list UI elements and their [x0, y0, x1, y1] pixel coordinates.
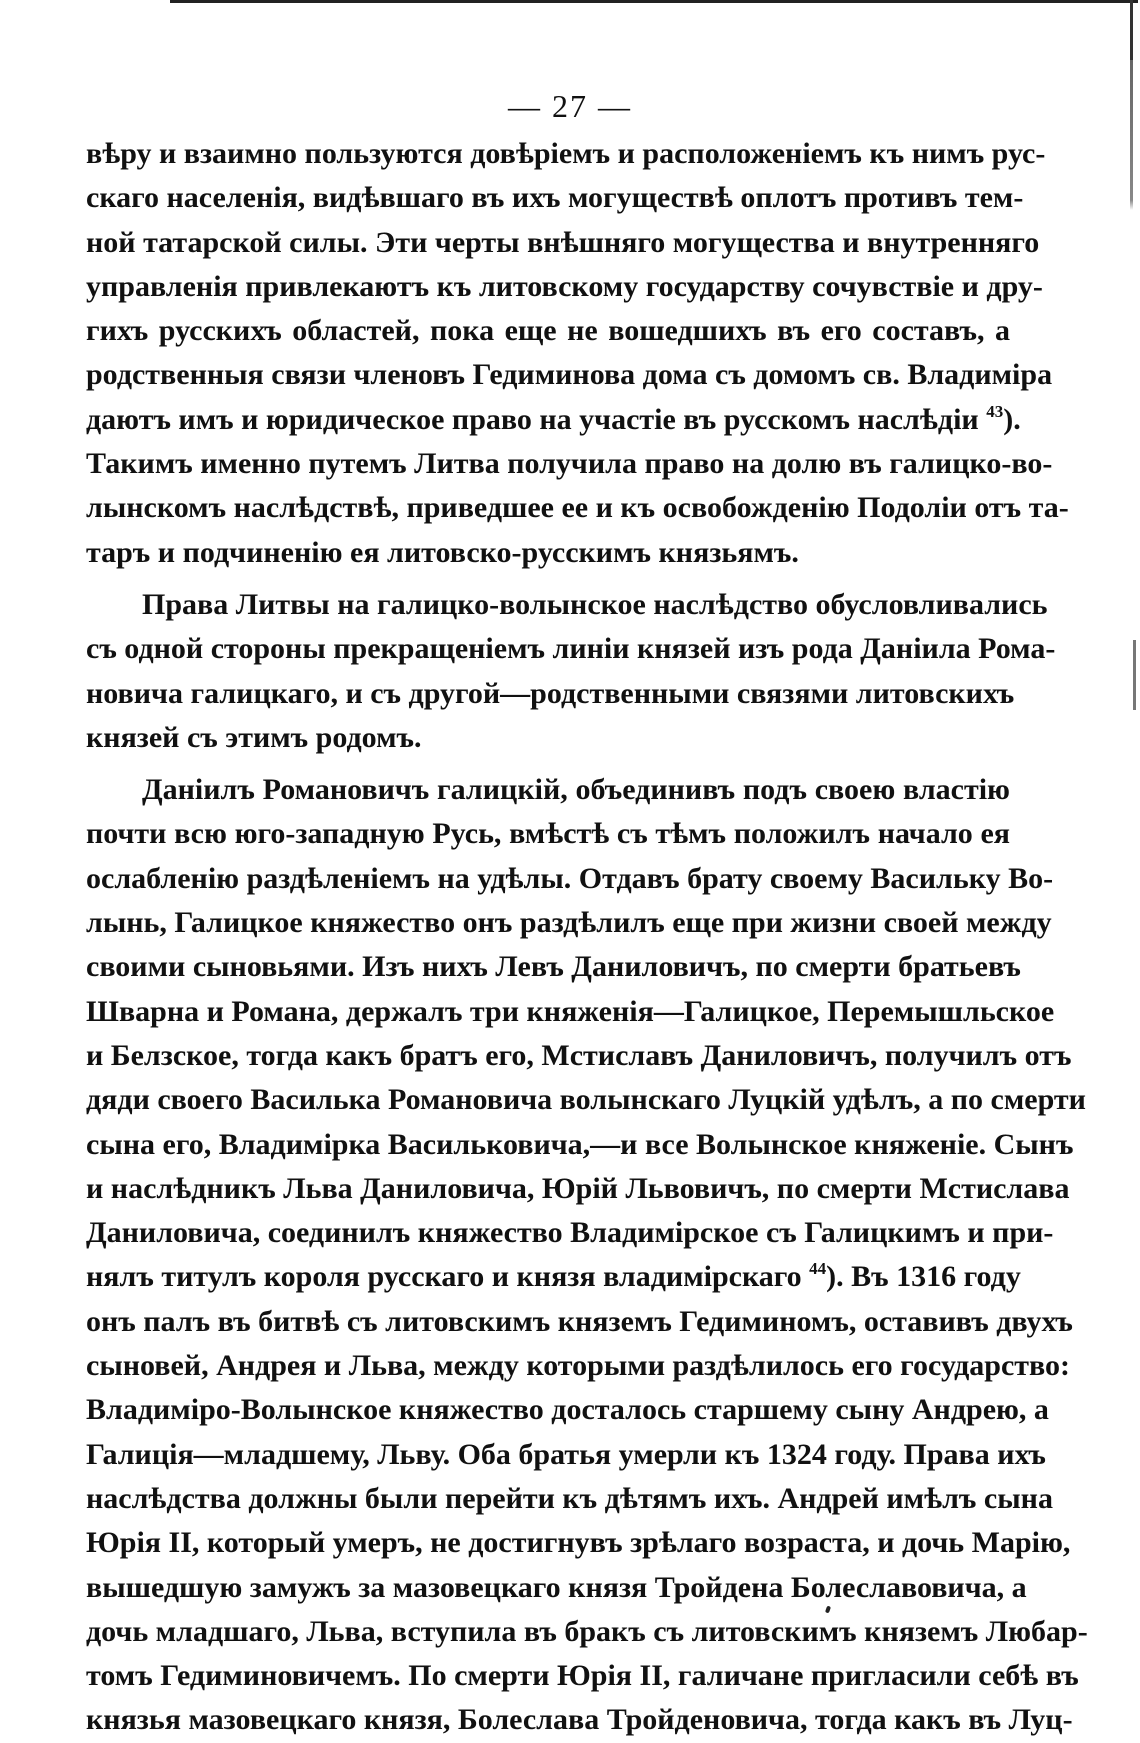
text-line: онъ палъ въ битвѣ съ литовскимъ княземъ Гедиминомъ, оставивъ двухъ	[86, 1304, 1073, 1338]
text-line: дяди своего Василька Романовича волынскаго Луцкій удѣлъ, а по смерти	[86, 1083, 1086, 1117]
text-line	[86, 398, 1021, 442]
text-line: сыновей, Андрея и Льва, между которыми раздѣлилось его государство:	[86, 1349, 1070, 1383]
text-line: таръ и подчиненію ея литовско-русскимъ князьямъ.	[86, 535, 799, 569]
text-line-body: нялъ титулъ короля русскаго и князя владимірскаго	[86, 1260, 802, 1294]
footnote-ref-43: 43	[986, 401, 1004, 421]
text-line: своими сыновьями. Изъ нихъ Левъ Даниловичъ, по смерти братьевъ	[86, 950, 1021, 984]
text-line: Шварна и Романа, держалъ три княженія—Галицкое, Перемышльское	[86, 994, 1055, 1028]
right-page-edge	[1130, 0, 1133, 1685]
text-line: Даниловича, соединилъ княжество Владимірское съ Галицкимъ и при-	[86, 1216, 1054, 1250]
text-line: томъ Гедиминовичемъ. По смерти Юрія II, галичане пригласили себѣ въ	[86, 1659, 1079, 1693]
footnote-ref-44-tail: ). Въ 1316 году	[826, 1260, 1021, 1294]
text-line: съ одной стороны прекращеніемъ линіи князей изъ рода Даніила Рома-	[86, 632, 1056, 666]
text-line: сына его, Владимірка Васильковича,—и все Волынское княженіе. Сынъ	[86, 1127, 1074, 1161]
text-line: Галиція—младшему, Льву. Оба братья умерли къ 1324 году. Права ихъ	[86, 1437, 1046, 1471]
text-line: и Белзское, тогда какъ братъ его, Мстиславъ Даниловичъ, получилъ отъ	[86, 1038, 1072, 1072]
text-line: Права Литвы на галицко-волынское наслѣдство обусловливались	[142, 587, 1048, 621]
text-line: управленія привлекаютъ къ литовскому государству сочувствіе и дру-	[86, 269, 1043, 303]
text-line: Юрія II, который умеръ, не достигнувъ зрѣлаго возраста, и дочь Марію,	[86, 1526, 1071, 1560]
text-line: и наслѣдникъ Льва Даниловича, Юрій Львовичъ, по смерти Мстислава	[86, 1171, 1070, 1205]
paragraph-3	[86, 768, 1088, 1743]
text-line: почти всю юго-западную Русь, вмѣстѣ съ тѣмъ положилъ начало ея	[86, 817, 1010, 851]
text-line: ослабленію раздѣленіемъ на удѣлы. Отдавъ брату своему Васильку Во-	[86, 861, 1054, 895]
text-line: князья мазовецкаго князя, Болеслава Тройденовича, тогда какъ въ Луц-	[86, 1703, 1073, 1737]
text-line: Даніилъ Романовичъ галицкій, объединивъ подъ своею властію	[142, 773, 1010, 807]
text-line: князей съ этимъ родомъ.	[86, 720, 422, 754]
page-number: — 27 —	[508, 88, 632, 124]
body-text	[86, 132, 1088, 1743]
top-border-rule	[170, 0, 1138, 3]
paragraph-1	[86, 132, 1069, 575]
text-line: новича галицкаго, и съ другой—родственными связями литовскихъ	[86, 676, 1015, 710]
text-line: родственныя связи членовъ Гедиминова дома съ домомъ св. Владиміра	[86, 358, 1053, 392]
text-line: наслѣдства должны были перейти къ дѣтямъ ихъ. Андрей имѣлъ сына	[86, 1481, 1053, 1515]
text-line: Такимъ именно путемъ Литва получила право на долю въ галицко-во-	[86, 447, 1053, 481]
text-line: вѣру и взаимно пользуются довѣріемъ и расположеніемъ къ нимъ рус-	[86, 137, 1046, 170]
text-line-body: даютъ имъ и юридическое право на участіе въ русскомъ наслѣдіи	[86, 402, 979, 436]
text-line: дочь младшаго, Льва, вступила въ бракъ съ литовскимъ княземъ Любар-	[86, 1614, 1088, 1648]
text-line: вышедшую замужъ за мазовецкаго князя Тройдена Болеславовича, а	[86, 1570, 1027, 1604]
footnote-ref-43-tail: ).	[1003, 402, 1021, 436]
paragraph-2	[86, 583, 1056, 760]
text-line: лынь, Галицкое княжество онъ раздѣлилъ еще при жизни своей между	[86, 906, 1052, 940]
text-line: ной татарской силы. Эти черты внѣшняго могущества и внутренняго	[86, 225, 1040, 259]
right-edge-mark	[1133, 640, 1136, 710]
text-line: скаго населенія, видѣвшаго въ ихъ могуществѣ оплотъ противъ тем-	[86, 181, 1024, 215]
text-line	[86, 1255, 1021, 1299]
text-line: гихъ русскихъ областей, пока еще не вошедшихъ въ его составъ, а	[86, 314, 1010, 348]
text-line: лынскомъ наслѣдствѣ, приведшее ее и къ освобожденію Подоліи отъ та-	[86, 491, 1069, 525]
footnote-ref-44: 44	[809, 1259, 827, 1279]
text-line: Владиміро-Волынское княжество досталось старшему сыну Андрею, а	[86, 1393, 1049, 1427]
